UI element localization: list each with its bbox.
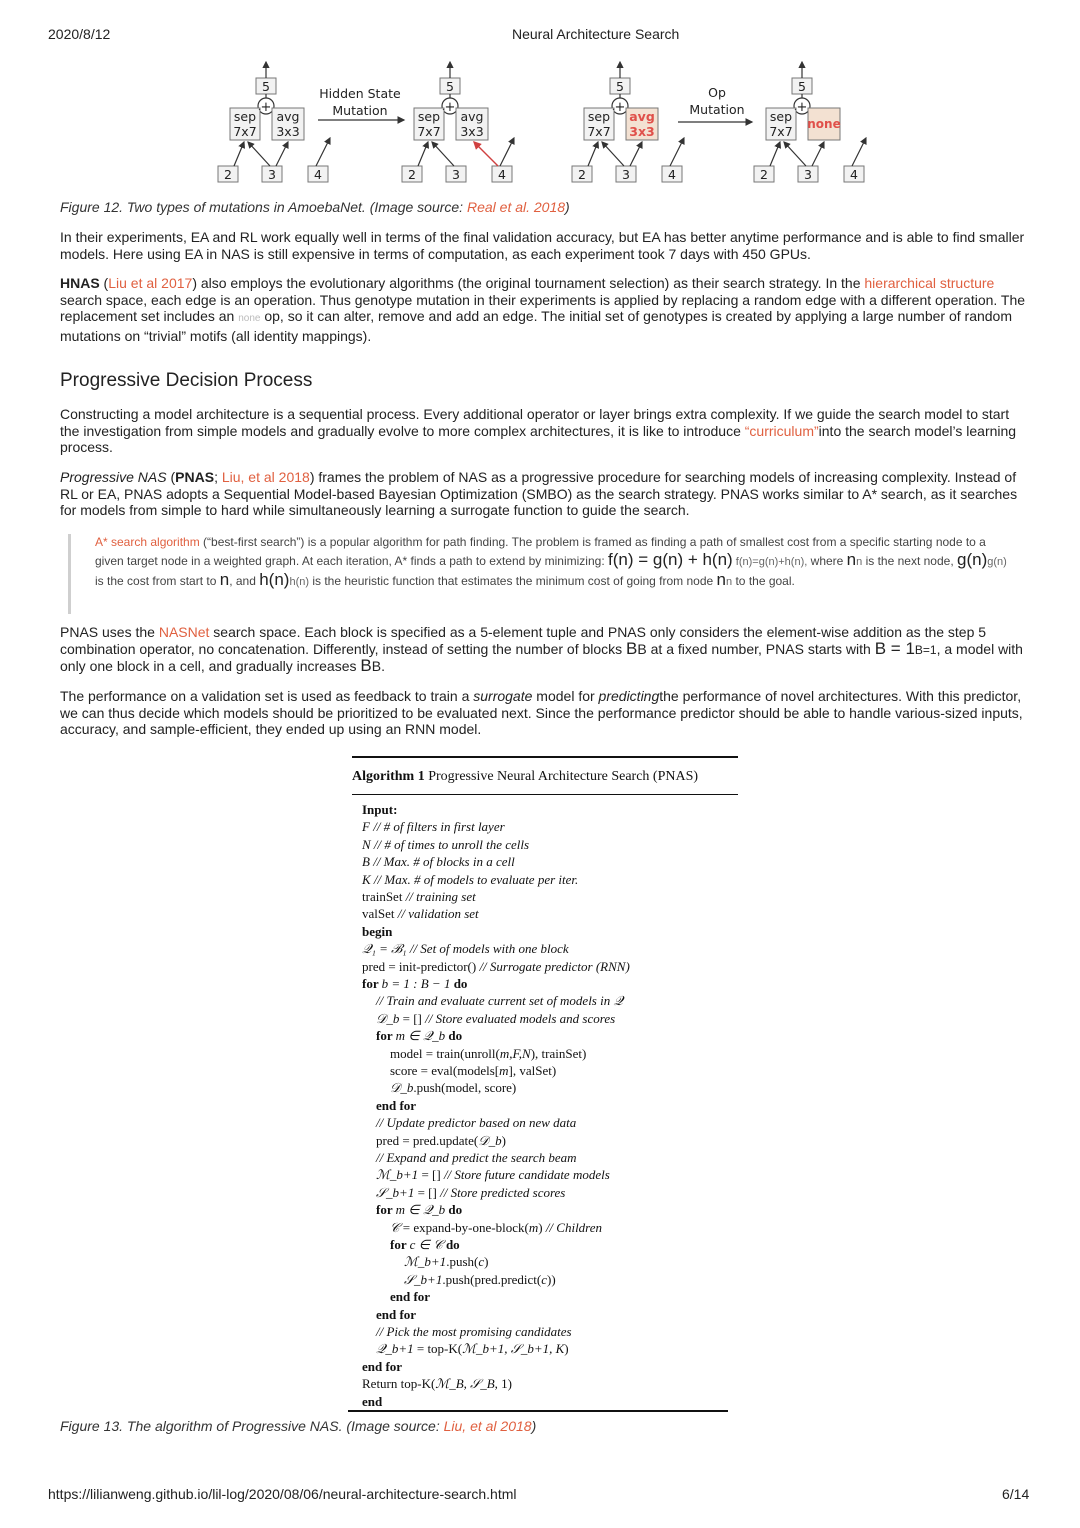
cell3-edge-d — [670, 138, 684, 166]
algorithm-token: for — [362, 976, 382, 991]
cell4-plus: + — [796, 100, 808, 115]
algorithm-token: = [] — [414, 1184, 437, 1200]
algorithm-token: B — [362, 854, 370, 870]
cell1-avg-sub: 3x3 — [276, 124, 300, 139]
cell1-sep-sub: 7x7 — [233, 124, 257, 139]
algorithm-bottom-rule — [348, 1410, 728, 1412]
algorithm-token: do — [450, 976, 468, 991]
algorithm-token: .push( — [446, 1254, 479, 1270]
algorithm-token: do — [442, 1237, 460, 1252]
cell3-input-label-4: 4 — [668, 167, 676, 182]
algorithm-line — [362, 906, 479, 922]
link-nasnet[interactable]: NASNet — [158, 624, 210, 640]
algorithm-token: ℳ_B, 𝒮_B — [435, 1376, 495, 1392]
paragraph-ea-vs-rl: In their experiments, EA and RL work equally well in terms of the final validation accuracy, but EA has better anytime performance and is able to find smaller models. Here using EA in NAS is still expensive in terms of computation, as each experiment took 7 days with 450 GPUs. — [60, 229, 1025, 262]
cell3-avg-label: avg — [629, 109, 655, 124]
section-heading-progressive: Progressive Decision Process — [60, 370, 313, 391]
algorithm-token: do — [445, 1028, 463, 1044]
algorithm-token: ) — [484, 1254, 489, 1270]
cell3-output-label: 5 — [616, 79, 624, 94]
link-hierarchical-structure[interactable]: hierarchical structure — [864, 275, 995, 291]
algorithm-token: end — [362, 1393, 383, 1409]
paragraph-nasnet-space: PNAS uses the NASNet search space. Each block is specified as a 5-element tuple and PNAS only considers the element-wise addition as the step 5 combination operator, no concatenation. Differently, instead of setting the number of blocks BB at a fixed number, PNAS starts with B = 1B=1, a model with only one block in a cell, and gradually increases BB. — [60, 624, 1023, 675]
algorithm-line — [376, 1324, 572, 1340]
algorithm-line — [362, 889, 476, 905]
algorithm-token: ], valSet) — [508, 1063, 557, 1078]
algorithm-token: // # of filters in first layer — [369, 819, 505, 835]
algorithm-top-rule — [352, 756, 738, 758]
algorithm-line — [376, 1167, 610, 1183]
cell1-plus: + — [260, 100, 272, 115]
algorithm-token: // Update predictor based on new data — [376, 1115, 577, 1131]
algorithm-token: m — [528, 1219, 539, 1235]
algorithm-line — [404, 1254, 488, 1270]
algorithm-line — [362, 854, 515, 870]
algorithm-token: m ∈ 𝒬_b — [395, 1202, 446, 1218]
algorithm-line — [376, 1341, 569, 1357]
algorithm-line — [390, 1063, 556, 1079]
algorithm-token: ) — [501, 1132, 506, 1148]
cell3-sep-sub: 7x7 — [587, 124, 611, 139]
cell1-avg-label: avg — [276, 109, 300, 124]
cell4-edge-a — [770, 142, 780, 166]
algorithm-line — [390, 1080, 516, 1096]
algorithm-token: b = 1 : B − 1 — [381, 976, 451, 991]
mutation-diagram — [200, 60, 880, 190]
cell2-avg-sub: 3x3 — [460, 124, 484, 139]
cell3-input-label-2: 2 — [578, 167, 586, 182]
cell3-edge-a — [588, 142, 598, 166]
algorithm-token: for — [390, 1237, 410, 1252]
algorithm-token: ℳ_b+1 — [376, 1167, 419, 1183]
algorithm-token: begin — [362, 923, 393, 939]
algorithm-token: // Store evaluated models and scores — [421, 1010, 616, 1026]
cell4-input-label-2: 2 — [760, 167, 768, 182]
cell3-input-label-3: 3 — [622, 167, 630, 182]
cell1-edge-b — [248, 142, 270, 166]
algorithm-token: .push(pred.predict( — [442, 1271, 542, 1287]
algorithm-token: K — [362, 871, 371, 887]
algorithm-token: 𝒟_b — [478, 1132, 502, 1148]
algorithm-token: end for — [376, 1097, 417, 1113]
cell2-edge-a — [418, 142, 428, 166]
link-liu-2017[interactable]: Liu et al 2017 — [108, 275, 193, 291]
algorithm-line — [376, 1098, 416, 1114]
algorithm-line — [376, 1115, 576, 1131]
algorithm-line — [376, 1028, 462, 1044]
algorithm-token: // # of times to unroll the cells — [370, 836, 530, 852]
algorithm-token: // Store future candidate models — [440, 1167, 610, 1183]
algorithm-token: = expand-by-one-block( — [399, 1219, 529, 1235]
algorithm-line — [376, 1185, 565, 1201]
algorithm-line — [376, 1202, 462, 1218]
cell1-edge-d — [316, 138, 330, 166]
algorithm-token: for — [376, 1202, 396, 1218]
algorithm-token: c — [478, 1254, 485, 1270]
algorithm-line — [390, 1289, 430, 1305]
cell4-input-label-4: 4 — [850, 167, 858, 182]
cell1-input-label-3: 3 — [268, 167, 276, 182]
algorithm-token: do — [445, 1202, 463, 1218]
cell4-edge-d — [852, 138, 866, 166]
cell3-sep-label: sep — [587, 109, 611, 124]
algorithm-token: // Pick the most promising candidates — [376, 1324, 572, 1339]
algorithm-token: = [] — [399, 1010, 422, 1026]
paragraph-sequential-process: Constructing a model architecture is a sequential process. Every additional operator or layer brings extra complexity. If we guide the search model to start the investigation from simple models and gradually evolve to more complex architectures, it is like to introduce “curriculum”into the search model’s learning process. — [60, 406, 1017, 455]
algorithm-token: // Surrogate predictor (RNN) — [476, 958, 630, 974]
cell1-input-label-2: 2 — [224, 167, 232, 182]
algorithm-token: , 1) — [494, 1376, 512, 1392]
op-mutation-label-2: Mutation — [689, 102, 745, 117]
cell4-sep-label: sep — [769, 109, 793, 124]
algorithm-token: = top-K( — [413, 1341, 463, 1357]
cell1-sep-label: sep — [233, 109, 257, 124]
algorithm-token: for — [376, 1028, 396, 1044]
cell2-sep-sub: 7x7 — [417, 124, 441, 139]
op-mutation-label-1: Op — [708, 85, 726, 100]
algorithm-token: // training set — [402, 889, 476, 904]
algorithm-token: F — [362, 819, 370, 835]
cell4-output-label: 5 — [798, 79, 806, 94]
footer-url[interactable]: https://lilianweng.github.io/lil-log/2020/08/06/neural-architecture-search.html — [48, 1486, 517, 1502]
algorithm-line — [362, 819, 505, 835]
algorithm-token: 𝒟_b — [390, 1080, 414, 1096]
algorithm-token: // Max. # of blocks in a cell — [369, 854, 515, 870]
hidden-state-label-1: Hidden State — [319, 86, 401, 101]
algorithm-token: model = train(unroll( — [390, 1045, 500, 1061]
algorithm-token: // Children — [542, 1219, 603, 1235]
algorithm-token: 𝒞 — [390, 1219, 400, 1235]
algorithm-token: // Store predicted scores — [436, 1184, 566, 1200]
algorithm-token: 𝒮_b+1 — [376, 1184, 415, 1200]
algorithm-token: end for — [376, 1306, 417, 1322]
algorithm-line — [362, 924, 392, 940]
algorithm-token: valSet — [362, 906, 395, 922]
cell4-edge-b — [784, 142, 806, 166]
cell2-avg-label: avg — [460, 109, 484, 124]
page-title: Neural Architecture Search — [512, 26, 680, 42]
algorithm-token: c — [541, 1271, 548, 1287]
cell2-input-label-4: 4 — [498, 167, 506, 182]
hidden-state-label-2: Mutation — [332, 103, 388, 118]
cell1-output-label: 5 — [262, 79, 270, 94]
algorithm-token: ℳ_b+1 — [404, 1254, 447, 1270]
link-astar[interactable]: A* search algorithm — [95, 535, 200, 549]
algorithm-token: pred = pred.update( — [376, 1132, 479, 1148]
algorithm-line — [362, 959, 630, 975]
algorithm-token: // Train and evaluate current set of models in 𝒬 — [376, 993, 623, 1009]
algorithm-token: m — [499, 1063, 509, 1078]
cell4-sep-sub: 7x7 — [769, 124, 793, 139]
algorithm-line — [362, 941, 569, 957]
astar-text: A* search algorithm (“best-first search”) is a popular algorithm for path finding. The problem is framed as finding a path of smallest cost from a specific starting node to a given target node in a weighted graph. At each iteration, A* finds a path to extend by minimizing: f(n) = g(n) + h(n) f(n)=g(n)+h(n), where nn is the next node, g(n)g(n) is the cost from start to n, and h(n)h(n) is the heuristic function that estimates the minimum cost of going from node nn to the goal. — [95, 535, 1007, 589]
algorithm-line — [362, 1359, 402, 1375]
algorithm-line — [376, 1307, 416, 1323]
algorithm-token: ℳ_b+1, 𝒮_b+1, K — [462, 1341, 565, 1357]
algorithm-line — [376, 1133, 506, 1149]
algorithm-token: N — [362, 836, 371, 852]
algorithm-token: ) — [538, 1219, 543, 1235]
paragraph-pnas: Progressive NAS (PNAS; Liu, et al 2018) frames the problem of NAS as a progressive procedure for searching models of increasing complexity. Instead of RL or EA, PNAS adopts a Sequential Model-based Bayesian Optimization (SMBO) as the search strategy. PNAS works similar to A* search, as it searches for models from simple to hard while simultaneously learning a surrogate function to guide the search. — [60, 469, 1018, 518]
algorithm-token: 𝒮_b+1 — [404, 1271, 443, 1287]
algorithm-mid-rule — [352, 794, 738, 795]
algorithm-line — [390, 1220, 602, 1236]
figure-13-caption: Figure 13. The algorithm of Progressive NAS. (Image source: Liu, et al 2018) — [60, 1418, 537, 1434]
algorithm-line — [390, 1046, 586, 1062]
cell2-input-label-2: 2 — [408, 167, 416, 182]
cell1-edge-a — [234, 142, 244, 166]
astar-blockquote — [68, 534, 1011, 614]
algorithm-token: Return top-K( — [362, 1376, 436, 1392]
algorithm-token: 𝒬₁ = ℬ₁ — [362, 941, 407, 957]
algorithm-line — [362, 1376, 512, 1392]
caption-link-liu-2018[interactable]: Liu, et al 2018 — [443, 1418, 532, 1434]
cell3-edge-b — [602, 142, 624, 166]
page-number: 6/14 — [1002, 1486, 1030, 1502]
algorithm-token: Input: — [362, 802, 398, 817]
algorithm-line — [362, 976, 467, 992]
algorithm-token: // validation set — [394, 906, 479, 922]
cell2-plus: + — [444, 100, 456, 115]
algorithm-token: ), trainSet) — [530, 1045, 587, 1061]
algorithm-line — [376, 1011, 615, 1027]
cell4-input-label-3: 3 — [804, 167, 812, 182]
algorithm-token: .push(model, score) — [413, 1080, 517, 1096]
algorithm-token: ) — [564, 1341, 569, 1357]
cell4-edge-c — [812, 142, 824, 166]
algorithm-token: score = eval(models[ — [390, 1063, 500, 1078]
algorithm-token: c ∈ 𝒞 — [409, 1237, 443, 1252]
algorithm-line — [362, 837, 529, 853]
algorithm-line — [376, 1150, 577, 1166]
paragraph-surrogate: The performance on a validation set is used as feedback to train a surrogate model for predictingthe performance of novel architectures. With this predictor, we can thus decide which models should be prioritized to be evaluated next. Since the performance predictor should be able to handle various-sized inputs, accuracy, and sample-efficient, they ended up using an RNN model. — [60, 688, 1023, 737]
algorithm-token: // Expand and predict the search beam — [376, 1150, 577, 1165]
cell2-input-label-3: 3 — [452, 167, 460, 182]
algorithm-token: )) — [547, 1271, 556, 1287]
algorithm-token: trainSet — [362, 889, 403, 904]
cell3-avg-sub: 3x3 — [629, 124, 655, 139]
algorithm-title: Algorithm 1 Progressive Neural Architecture Search (PNAS) — [352, 769, 699, 784]
algorithm-token: m ∈ 𝒬_b — [395, 1028, 446, 1044]
paragraph-hnas: HNAS (Liu et al 2017) also employs the evolutionary algorithms (the original tournament selection) as their search strategy. In the hierarchical structure search space, each edge is an operation. Thus genotype mutation in their experiments is applied by replacing a random edge with a different operation. The replacement set includes an none op, so it can alter, remove and add an edge. The initial set of genotypes is created by applying a large number of random mutations on “trivial” motifs (all identity mappings). — [60, 275, 1026, 344]
algorithm-token: = [] — [418, 1167, 441, 1183]
cell1-input-label-4: 4 — [314, 167, 322, 182]
algorithm-token: 𝒬_b+1 — [376, 1341, 414, 1357]
algorithm-token: m,F,N — [499, 1045, 531, 1061]
algorithm-token: 𝒟_b — [376, 1010, 400, 1026]
algorithm-token: end for — [362, 1358, 403, 1374]
figure-12-caption: Figure 12. Two types of mutations in AmoebaNet. (Image source: Real et al. 2018) — [60, 199, 570, 215]
algorithm-line — [362, 802, 397, 818]
cell2-sep-label: sep — [417, 109, 441, 124]
cell4-none-label: none — [807, 117, 841, 131]
link-liu-2018[interactable]: Liu, et al 2018 — [221, 469, 310, 485]
algorithm-line — [362, 1394, 382, 1410]
print-date: 2020/8/12 — [48, 26, 111, 42]
cell2-edge-c-mutated — [474, 142, 498, 166]
algorithm-token: end for — [390, 1289, 431, 1305]
link-curriculum[interactable]: “curriculum” — [744, 422, 819, 439]
cell2-edge-b — [432, 142, 454, 166]
algorithm-token: // Set of models with one block — [406, 941, 569, 957]
cell3-edge-c — [630, 142, 642, 166]
algorithm-token: // Max. # of models to evaluate per iter. — [370, 871, 579, 887]
cell2-output-label: 5 — [446, 79, 454, 94]
algorithm-token: pred = init-predictor() — [362, 958, 477, 974]
algorithm-line — [376, 993, 623, 1009]
cell2-edge-d — [500, 138, 514, 166]
algorithm-line — [404, 1272, 556, 1288]
caption-link-real-2018[interactable]: Real et al. 2018 — [466, 199, 566, 215]
cell1-edge-c — [276, 142, 288, 166]
cell3-plus: + — [614, 100, 626, 115]
algorithm-line — [390, 1237, 460, 1253]
algorithm-line — [362, 872, 578, 888]
